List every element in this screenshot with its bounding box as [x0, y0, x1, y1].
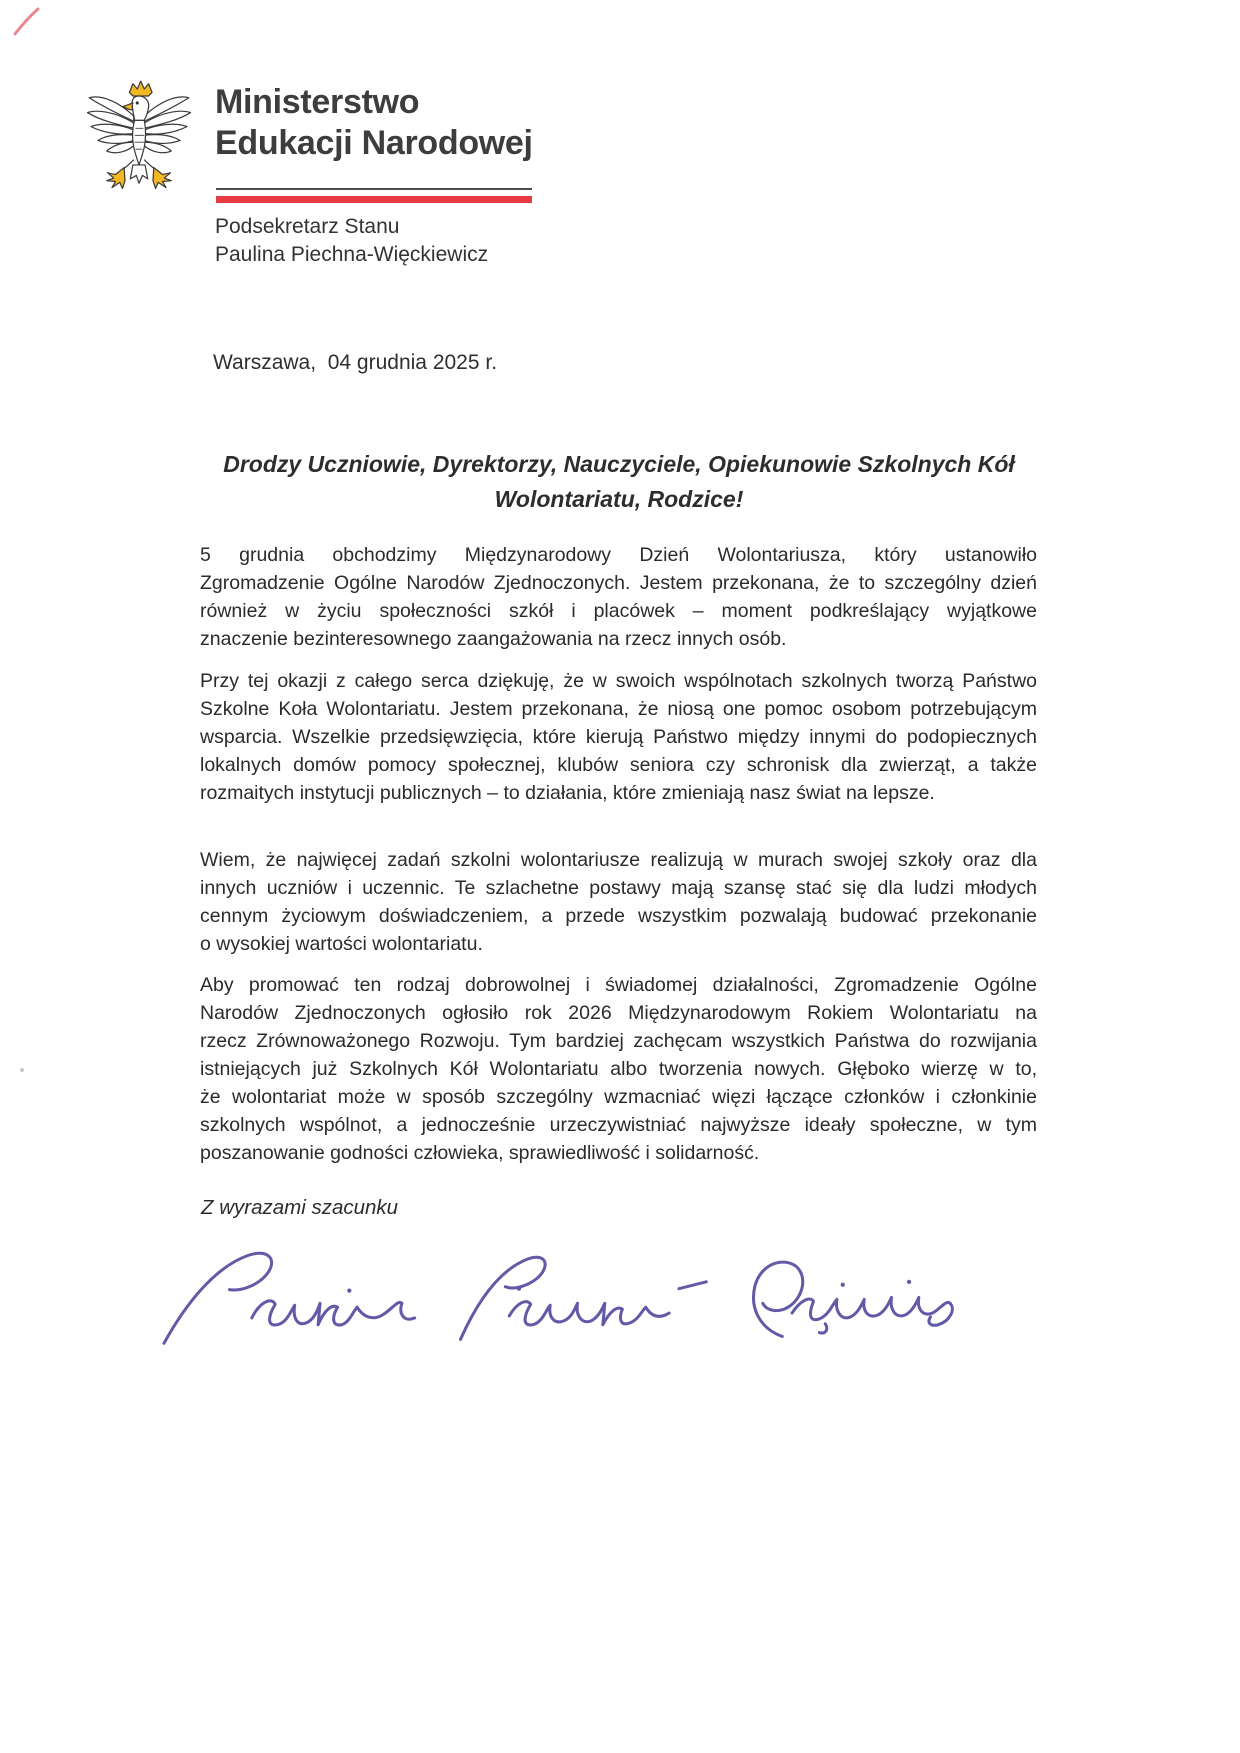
eagle-eye	[136, 101, 139, 104]
text-line: również w życiu społeczności szkół i placówek – moment podkreślający wyjątkowe	[200, 600, 1037, 622]
official-name: Paulina Piechna-Więckiewicz	[215, 243, 489, 266]
text-line: poszanowanie godności człowieka, sprawiedliwość i solidarność.	[200, 1142, 760, 1164]
text-line: o wysokiej wartości wolontariatu.	[200, 933, 483, 955]
text-line: Narodów Zjednoczonych ogłosiło rok 2026 Międzynarodowym Rokiem Wolontariatu na	[200, 1002, 1037, 1024]
text-line: lokalnych domów pomocy społecznej, klubów seniora czy schronisk dla zwierząt, a także	[200, 754, 1037, 776]
text-line: Szkolne Koła Wolontariatu. Jestem przekonana, że niosą one pomoc osobom potrzebującym	[200, 698, 1037, 720]
paragraph-4	[200, 971, 1037, 1167]
flag-red-stripe	[216, 196, 532, 203]
text-line: znaczenie bezinteresownego zaangażowania na rzecz innych osób.	[200, 628, 787, 650]
scan-dot-artifact	[20, 1068, 24, 1072]
text-line: rozmaitych instytucji publicznych – to działania, które zmieniają nasz świat na lepsze.	[200, 782, 935, 804]
text-line: że wolontariat może w sposób szczególny wzmacniać więzi łączące członków i członkinie	[200, 1086, 1037, 1108]
salutation	[200, 447, 1038, 517]
official-block	[215, 213, 488, 269]
ministry-name-line2: Edukacji Narodowej	[215, 124, 533, 162]
paragraph-2	[200, 667, 1037, 807]
text-line: 5 grudnia obchodzimy Międzynarodowy Dzień Wolontariusza, który ustanowiło	[200, 544, 1037, 566]
paragraph-3	[200, 846, 1037, 958]
text-line: wsparcia. Wszelkie przedsięwzięcia, które kierują Państwo między innymi do podopiecznych	[200, 726, 1037, 748]
paragraph-1	[200, 541, 1037, 653]
ministry-name-line1: Ministerstwo	[215, 83, 420, 121]
text-line: Zgromadzenie Ogólne Narodów Zjednoczonych. Jestem przekonana, że to szczególny dzień	[200, 572, 1037, 594]
salutation-line2: Wolontariatu, Rodzice!	[494, 486, 744, 512]
red-pen-mark-icon	[10, 5, 46, 41]
text-line: Wiem, że najwięcej zadań szkolni wolontariusze realizują w murach swojej szkoły oraz dla	[200, 849, 1037, 871]
text-line: Aby promować ten rodzaj dobrowolnej i świadomej działalności, Zgromadzenie Ogólne	[200, 974, 1037, 996]
text-line: szkolnych wspólnot, a jednocześnie urzeczywistniać najwyższe ideały społeczne, w tym	[200, 1114, 1037, 1136]
text-line: rzecz Zrównoważonego Rozwoju. Tym bardziej zachęcam wszystkich Państwa do rozwijania	[200, 1030, 1037, 1052]
flag-divider	[216, 188, 532, 203]
salutation-line1: Drodzy Uczniowie, Dyrektorzy, Nauczyciele, Opiekunowie Szkolnych Kół	[223, 451, 1015, 477]
text-line: istniejących już Szkolnych Kół Wolontariatu albo tworzenia nowych. Głęboko wierzę w to,	[200, 1058, 1037, 1080]
official-title: Podsekretarz Stanu	[215, 215, 400, 238]
handwritten-signature	[158, 1236, 958, 1354]
text-line: cennym życiowym doświadczeniem, a przede wszystkim pozwalają budować przekonanie	[200, 905, 1037, 927]
dateline: Warszawa, 04 grudnia 2025 r.	[213, 351, 498, 374]
closing-phrase: Z wyrazami szacunku	[201, 1196, 399, 1219]
text-line: innych uczniów i uczennic. Te szlachetne postawy mają szansę stać się dla ludzi młodych	[200, 877, 1037, 899]
ministry-name	[215, 82, 533, 164]
polish-eagle-emblem-icon	[84, 78, 194, 196]
text-line: Przy tej okazji z całego serca dziękuję, że w swoich wspólnotach szkolnych tworzą Państwo	[200, 670, 1037, 692]
